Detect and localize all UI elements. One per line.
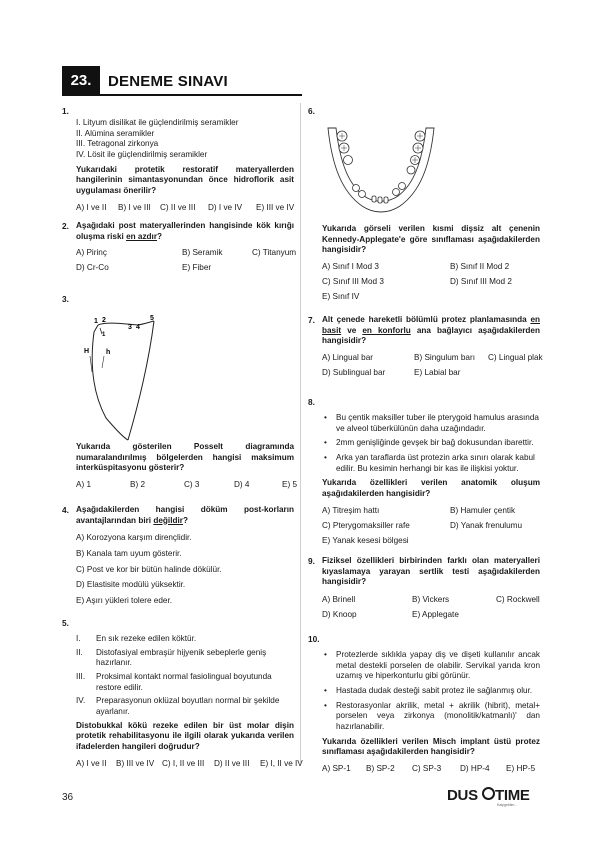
question-number: 6.: [308, 106, 315, 116]
label-h: h: [106, 349, 111, 356]
option-c[interactable]: C) Lingual plak: [488, 352, 543, 362]
statement-i: I. En sık rezeke edilen köktür.: [76, 634, 197, 643]
posselt-diagram: [78, 312, 188, 442]
option-d[interactable]: D) Elastisite modülü yüksektir.: [76, 580, 186, 590]
option-b[interactable]: B) 2: [130, 479, 146, 489]
statement-i: I. Lityum disilikat ile güçlendirilmiş seramikler: [76, 118, 239, 127]
dustime-logo: [447, 786, 539, 808]
option-c[interactable]: C) SP-3: [412, 763, 442, 773]
option-a[interactable]: A) 1: [76, 479, 92, 489]
bullet-1: • Protezlerde sıklıkla yapay diş ve dişeti kullanılır ancak metal destekli porselen de olabilir. Servikal yarıda kron uzamış ve hiperkonturlu gibi görünür.: [322, 650, 540, 682]
logo-tagline: Kalpgeldim...: [497, 803, 518, 807]
option-d[interactable]: D) Sınıf III Mod 2: [450, 276, 512, 286]
exam-header: [62, 66, 302, 96]
statement-iii: III. Tetragonal zirkonya: [76, 139, 159, 149]
question-number: 8.: [308, 397, 315, 407]
bullet-3: • Restorasyonlar akrilik, metal + akrilik (hibrit), metal+ porselen veya zirkonya (monolitik/katmanlı)' dan hazırlanabilir.: [322, 701, 540, 733]
label-3: 3: [128, 324, 132, 331]
exam-number: 23.: [62, 66, 100, 96]
question-stem: Yukarıdaki protetik restoratif materyallerden hangilerinin simantasyonundan önce hidroflorik asit uygulaması önerilir?: [76, 164, 294, 195]
question-stem: Aşağıdakilerden hangisi döküm post-korların avantajlarından biri değildir?: [76, 505, 294, 525]
option-b[interactable]: B) SP-2: [366, 763, 395, 773]
option-e[interactable]: E) Fiber: [182, 263, 212, 273]
option-c[interactable]: C) Sınıf III Mod 3: [322, 276, 384, 286]
option-c[interactable]: C) Rockwell: [496, 594, 540, 604]
option-c[interactable]: C) I, II ve III: [162, 758, 205, 768]
header-rule: [100, 94, 302, 96]
svg-text:1: 1: [102, 332, 106, 338]
bullet-2: • 2mm genişliğinde gevşek bir bağ dokusundan ibarettir.: [322, 438, 540, 449]
question-stem: Alt çenede hareketli bölümlü protez planlamasında en basit ve en konforlu ana bağlayıcı aşağıdakilerden hangisidir?: [322, 315, 540, 346]
statement-ii: II. Alümina seramikler: [76, 128, 155, 138]
question-number: 10.: [308, 634, 320, 644]
label-2: 2: [102, 317, 106, 324]
option-c[interactable]: C) Pterygomaksiller rafe: [322, 520, 410, 530]
statement-iv: IV. Preparasyonun oklüzal boyutları normal bir şekilde ayarlanır.: [76, 696, 280, 716]
question-stem: Yukarıda gösterilen Posselt diagramında numaralandırılmış bölgelerden hangisi maksimum interküspitasyonu gösterir?: [76, 442, 294, 473]
option-e[interactable]: E) I, II ve IV: [260, 758, 303, 768]
question-number: 2.: [62, 221, 69, 231]
statement-iii: III. Proksimal kontakt normal fasiolingual boyutunda restore edilir.: [76, 671, 272, 692]
question-number: 1.: [62, 106, 69, 116]
question-number: 3.: [62, 294, 69, 304]
option-b[interactable]: B) Hamuler çentik: [450, 505, 516, 515]
question-stem: Yukarıda özellikleri verilen anatomik oluşum aşağıdakilerden hangisidir?: [322, 478, 540, 498]
question-stem: Fiziksel özellikleri birbirinden farklı olan materyalleri kıyaslamaya yarayan sertlik testi aşağıdakilerden hangisidir?: [322, 556, 540, 587]
option-a[interactable]: A) SP-1: [322, 763, 351, 773]
option-c[interactable]: C) Post ve kor bir bütün halinde dökülür.: [76, 564, 222, 574]
option-e[interactable]: E) Aşırı yükleri tolere eder.: [76, 595, 173, 605]
option-b[interactable]: B) Sınıf II Mod 2: [450, 261, 510, 271]
column-divider: [300, 103, 301, 763]
question-stem: Aşağıdaki post materyallerinden hangisinde kök kırığı oluşma riski en azdır?: [76, 221, 294, 241]
logo-text-right: TIME: [495, 787, 530, 804]
question-stem: Yukarıda görseli verilen kısmi dişsiz alt çenenin Kennedy-Applegate'e göre sınıflaması aşağıdakilerden hangisidir?: [322, 224, 540, 255]
option-b[interactable]: B) Singulum barı: [414, 352, 475, 362]
question-number: 4.: [62, 505, 69, 515]
option-e[interactable]: E) Yanak kesesi bölgesi: [322, 535, 409, 545]
label-4: 4: [136, 324, 140, 331]
option-d[interactable]: D) 4: [234, 479, 250, 489]
question-stem: Yukarıda özellikleri verilen Misch implant üstü protez sınıflaması aşağıdakilerden hangisidir?: [322, 736, 540, 757]
page-number: 36: [62, 792, 74, 803]
option-c[interactable]: C) II ve III: [160, 202, 196, 212]
option-a[interactable]: A) Lingual bar: [322, 352, 373, 362]
option-a[interactable]: A) Korozyona karşım dirençlidir.: [76, 533, 192, 543]
option-b[interactable]: B) Seramik: [182, 248, 223, 258]
option-b[interactable]: B) III ve IV: [116, 758, 155, 768]
question-number: 9.: [308, 556, 315, 566]
bullet-3: • Arka yan taraflarda üst protezin arka sınırı olarak kabul edilir. Bu kesimin herhangi bir kas ile ilişkisi yoktur.: [322, 453, 540, 474]
tooth-clock-icon: [482, 787, 495, 800]
logo-text-left: DUS: [447, 787, 478, 804]
option-c[interactable]: C) Titanyum: [252, 248, 297, 258]
option-d[interactable]: D) I ve IV: [208, 202, 243, 212]
statement-ii: II. Distofasiyal embraşür hijyenik sebeplerle geniş hazırlanır.: [76, 647, 267, 668]
label-H: H: [84, 348, 90, 355]
bullet-1: • Bu çentik maksiller tuber ile pterygoid hamulus arasında ve alveol tüberkülünün daha uzağındadır.: [322, 413, 540, 434]
option-a[interactable]: A) Pirinç: [76, 248, 107, 258]
option-d[interactable]: D) HP-4: [460, 763, 490, 773]
option-d[interactable]: D) II ve III: [214, 758, 250, 768]
option-d[interactable]: D) Cr-Co: [76, 263, 109, 273]
option-e[interactable]: E) 5: [282, 479, 298, 489]
exam-title: DENEME SINAVI: [108, 73, 228, 90]
label-1: 1: [94, 318, 98, 325]
statement-iv: IV. Lösit ile güçlendirilmiş seramikler: [76, 149, 208, 159]
option-c[interactable]: C) 3: [184, 479, 200, 489]
option-e[interactable]: E) III ve IV: [256, 202, 295, 212]
question-number: 7.: [308, 315, 315, 325]
question-stem: Distobukkal kökü rezeke edilen bir üst molar dişin protetik rehabilitasyonu ile ilgili olarak yukarıda verilen ifadelerden hangileri doğrudur?: [76, 720, 294, 751]
option-e[interactable]: E) HP-5: [506, 763, 536, 773]
option-d[interactable]: D) Knoop: [322, 609, 357, 619]
partial-edentulous-arch: [322, 122, 440, 218]
option-e[interactable]: E) Applegate: [412, 609, 459, 619]
option-e[interactable]: E) Sınıf IV: [322, 291, 360, 301]
option-d[interactable]: D) Yanak frenulumu: [450, 520, 523, 530]
label-5: 5: [150, 315, 154, 322]
option-a[interactable]: A) I ve II: [76, 202, 107, 212]
option-e[interactable]: E) Labial bar: [414, 367, 461, 377]
option-a[interactable]: A) Titreşim hattı: [322, 505, 380, 515]
option-b[interactable]: B) Vickers: [412, 594, 450, 604]
option-a[interactable]: A) Brinell: [322, 594, 356, 604]
option-b[interactable]: B) I ve III: [118, 202, 151, 212]
option-a[interactable]: A) I ve II: [76, 758, 107, 768]
option-b[interactable]: B) Kanala tam uyum gösterir.: [76, 548, 182, 558]
question-number: 5.: [62, 618, 69, 628]
option-d[interactable]: D) Sublingual bar: [322, 367, 386, 377]
bullet-2: • Hastada dudak desteği sabit protez ile sağlanmış olur.: [322, 686, 540, 697]
option-a[interactable]: A) Sınıf I Mod 3: [322, 261, 379, 271]
